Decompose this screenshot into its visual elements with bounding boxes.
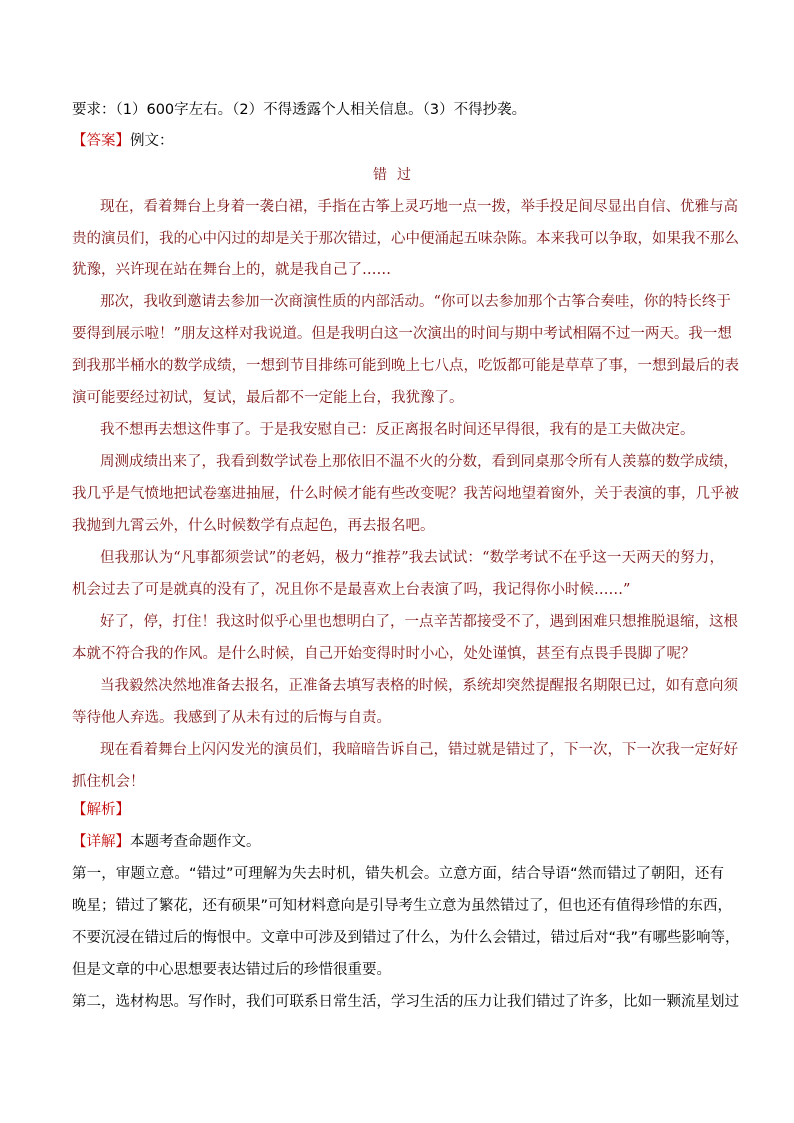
analysis-line: 但是文章的中心思想要表达错过后的珍惜很重要。 — [72, 962, 391, 978]
answer-heading — [72, 131, 174, 151]
essay-line: 演可能要经过初试，复试，最后都不一定能上台，我犹豫了。 — [72, 390, 464, 406]
essay-line: 到我那半桶水的数学成绩，一想到节目排练可能到晚上七八点，吃饭都可能是草草了事，一想到最后的表 — [72, 358, 739, 374]
essay-line: 贵的演员们，我的心中闪过的却是关于那次错过，心中便涌起五味杂陈。本来我可以争取，如果我不那么 — [72, 231, 739, 247]
essay-line: 等待他人弃选。我感到了从未有过的后悔与自责。 — [72, 710, 391, 726]
essay-line: 现在看着舞台上闪闪发光的演员们，我暗暗告诉自己，错过就是错过了，下一次，下一次我一定好好 — [100, 742, 738, 758]
essay-line: 我抛到九霄云外，什么时候数学有点起色，再去报名吧。 — [72, 518, 435, 534]
detail-heading — [72, 832, 261, 852]
essay-line: 现在，看着舞台上身着一袭白裙，手指在古筝上灵巧地一点一拨，举手投足间尽显出自信、优雅与高 — [100, 199, 738, 215]
analysis-line: 第一，审题立意。“错过”可理解为失去时机，错失机会。立意方面，结合导语“然而错过了朝阳，还有 — [72, 866, 724, 882]
essay-line: 当我毅然决然地准备去报名，正准备去填写表格的时候，系统却突然提醒报名期限已过，如有意向须 — [100, 678, 738, 694]
essay-line: 本就不符合我的作风。是什么时候，自己开始变得时时小心，处处谨慎，甚至有点畏手畏脚了呢？ — [72, 646, 696, 662]
analysis-bracket: 【解析】 — [72, 802, 130, 818]
analysis-line: 晚星；错过了繁花，还有硕果”可知材料意向是引导考生立意为虽然错过了，但也还有值得珍惜的东西， — [72, 898, 733, 914]
essay-line: 那次，我收到邀请去参加一次商演性质的内部活动。“你可以去参加那个古筝合奏哇，你的特长终于 — [100, 294, 731, 310]
analysis-line: 不要沉浸在错过后的悔恨中。文章中可涉及到错过了什么，为什么会错过，错过后对“我”有哪些影响等， — [72, 930, 740, 946]
essay-line: 我几乎是气愤地把试卷塞进抽屉，什么时候才能有些改变呢？我苦闷地望着窗外，关于表演的事，几乎被 — [72, 486, 739, 502]
analysis-line: 第二，选材构思。写作时，我们可联系日常生活，学习生活的压力让我们错过了许多，比如一颗流星划过 — [72, 994, 739, 1010]
essay-line: 周测成绩出来了，我看到数学试卷上那依旧不温不火的分数，看到同桌那令所有人羡慕的数学成绩， — [100, 454, 738, 470]
answer-label: 例文： — [130, 133, 174, 149]
essay-line: 我不想再去想这件事了。于是我安慰自己：反正离报名时间还早得很，我有的是工夫做决定。 — [100, 422, 695, 438]
requirement-line: 要求：（1）600字左右。（2）不得透露个人相关信息。（3）不得抄袭。 — [72, 102, 527, 118]
detail-bracket: 【详解】 — [72, 834, 130, 850]
answer-bracket: 【答案】 — [72, 133, 130, 149]
essay-title: 错过 — [373, 167, 421, 183]
essay-line: 机会过去了可是就真的没有了，况且你不是最喜欢上台表演了吗，我记得你小时候……” — [72, 582, 631, 598]
detail-text: 本题考查命题作文。 — [130, 834, 261, 850]
essay-line: 抓住机会！ — [72, 774, 145, 790]
essay-line: 好了，停，打住！我这时似乎心里也想明白了，一点辛苦都接受不了，遇到困难只想推脱退缩，这根 — [100, 614, 738, 630]
analysis-heading — [72, 800, 130, 820]
essay-line: 要得到展示啦！”朋友这样对我说道。但是我明白这一次演出的时间与期中考试相隔不过一两天。我一想 — [72, 326, 732, 342]
essay-line: 但我那认为“凡事都须尝试”的老妈，极力“推荐”我去试试：“数学考试不在乎这一天两天的努力， — [100, 550, 724, 566]
essay-line: 犹豫，兴许现在站在舞台上的，就是我自己了…… — [72, 262, 391, 278]
